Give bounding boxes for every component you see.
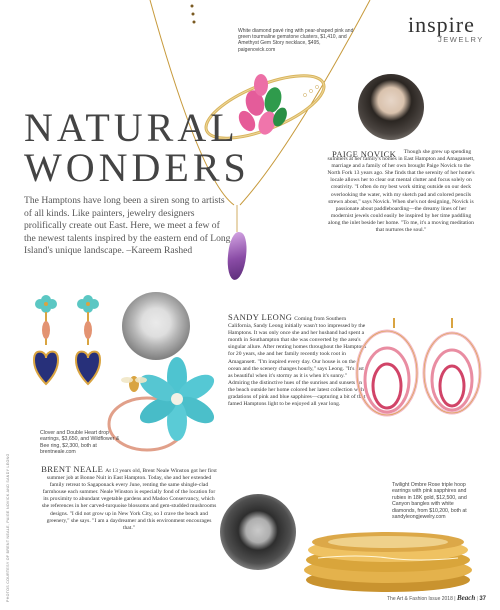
- paige-novick-photo: [358, 74, 424, 140]
- ombre-caption: Twilight Ombre Rose triple hoop earrings with pink sapphires and rubies in 18K gold, $12,500, and Canyon bangles with white diamonds, from $10,200, both at sandyleongjewelry.com: [392, 482, 467, 521]
- brent-neale-photo: [122, 292, 190, 360]
- section-subtitle: JEWELRY: [438, 35, 484, 44]
- sandy-text: Coming from Southern California, Sandy Leong initially wasn't too impressed by the Hamptons. It was only once she and her husband had spent a month in Southampton that she was converted by the area's singular allure. After renting homes throughout the Hamptons for 20 years, she and her family recently took root in Amagansett. "I'm inspired every day. Our house is on the ocean and the scenery changes hourly," says Leong. "It's just as beautiful when it's stormy as it is when it's sunny." Admiring the distinctive hues of the sunrises and sunsets on the beach outside her home colored her latest collection with gradations of pink and blue sapphires—capturing a bit of that famed Hamptons light to be enjoyed all year long.: [228, 316, 367, 408]
- intro-text: The Hamptons have long been a siren song to artists of all kinds. Like painters, jewelry designers prolifically create out East. Here, we meet a few of the newest talents inspired by the eastern end of Long Island's unique landscape. –Kareem Rashed: [24, 195, 231, 257]
- headline-line1: NATURAL: [24, 105, 239, 150]
- earring-caption: Clover and Double Heart drop earrings, $3,650, and Wildflower & Bee ring, $2,300, both at brentneale.com: [40, 430, 120, 456]
- photo-credit: PHOTOS COURTESY OF BRENT NEALE, PAIGE NOVICK AND SANDY LEONG: [6, 453, 10, 602]
- brent-body: [40, 466, 218, 532]
- headline-line2: WONDERS: [24, 145, 250, 190]
- footer-text: The Art & Fashion Issue 2018 |: [387, 596, 456, 602]
- sandy-leong-photo: [220, 494, 296, 570]
- canyon-bangles-illustration: [298, 520, 478, 595]
- sandy-name: SANDY LEONG: [228, 312, 293, 322]
- page-number: 37: [479, 596, 487, 602]
- paige-name: PAIGE NOVICK: [332, 149, 397, 159]
- footer-page-sep: |: [476, 596, 478, 602]
- paige-body: Though she grew up spending summers at her family's homes in East Hampton and Amagansett, marriage and a family of her own brought Paige Novick to the North Fork 13 years ago. She finds that the serenity of her home's locale allows her to clear out mental clutter and focus solely on creativity. "I often do my best work sitting outside on our deck overlooking the water, with my sketch pad and colored pencils strewn about," says Novick. When she's not designing, Novick is passionate about paddleboarding—the dreamy lines of her modernist jewels could easily be inspired by her time paddling along the inlet beside her home. "To me, it's a moving meditation that nurtures the soul.": [327, 149, 475, 234]
- sandy-body: [228, 314, 368, 408]
- brent-text: At 13 years old, Brent Neale Winston got her first summer job at Bonne Nuit in East Hampton. Today, she and her extended family retreat to Sagaponack every June, renting the same shingle-clad farmhouse each summer. Neale Winston is especially fond of the location for its proximity to abundant vegetable gardens and Madoo Conservancy, which she references in her carved-turquoise blossoms and gem-studded mushrooms designs. "I did not grow up in New York City, so I crave the beach and greenery," she says. "I am a daydreamer and this environment encourages that.": [41, 468, 217, 531]
- ombre-hoop-earrings-illustration: [352, 318, 482, 478]
- page-footer: [387, 594, 486, 602]
- necklace-caption: White diamond pavé ring with pear-shaped pink and green tourmaline gemstone clusters, $1,410, and Amethyst Gem Story necklace, $495, paigenovick.com: [238, 28, 354, 53]
- section-title: inspire: [408, 12, 475, 37]
- beach-logo: Beach: [456, 594, 476, 602]
- brent-name: BRENT NEALE: [41, 464, 104, 474]
